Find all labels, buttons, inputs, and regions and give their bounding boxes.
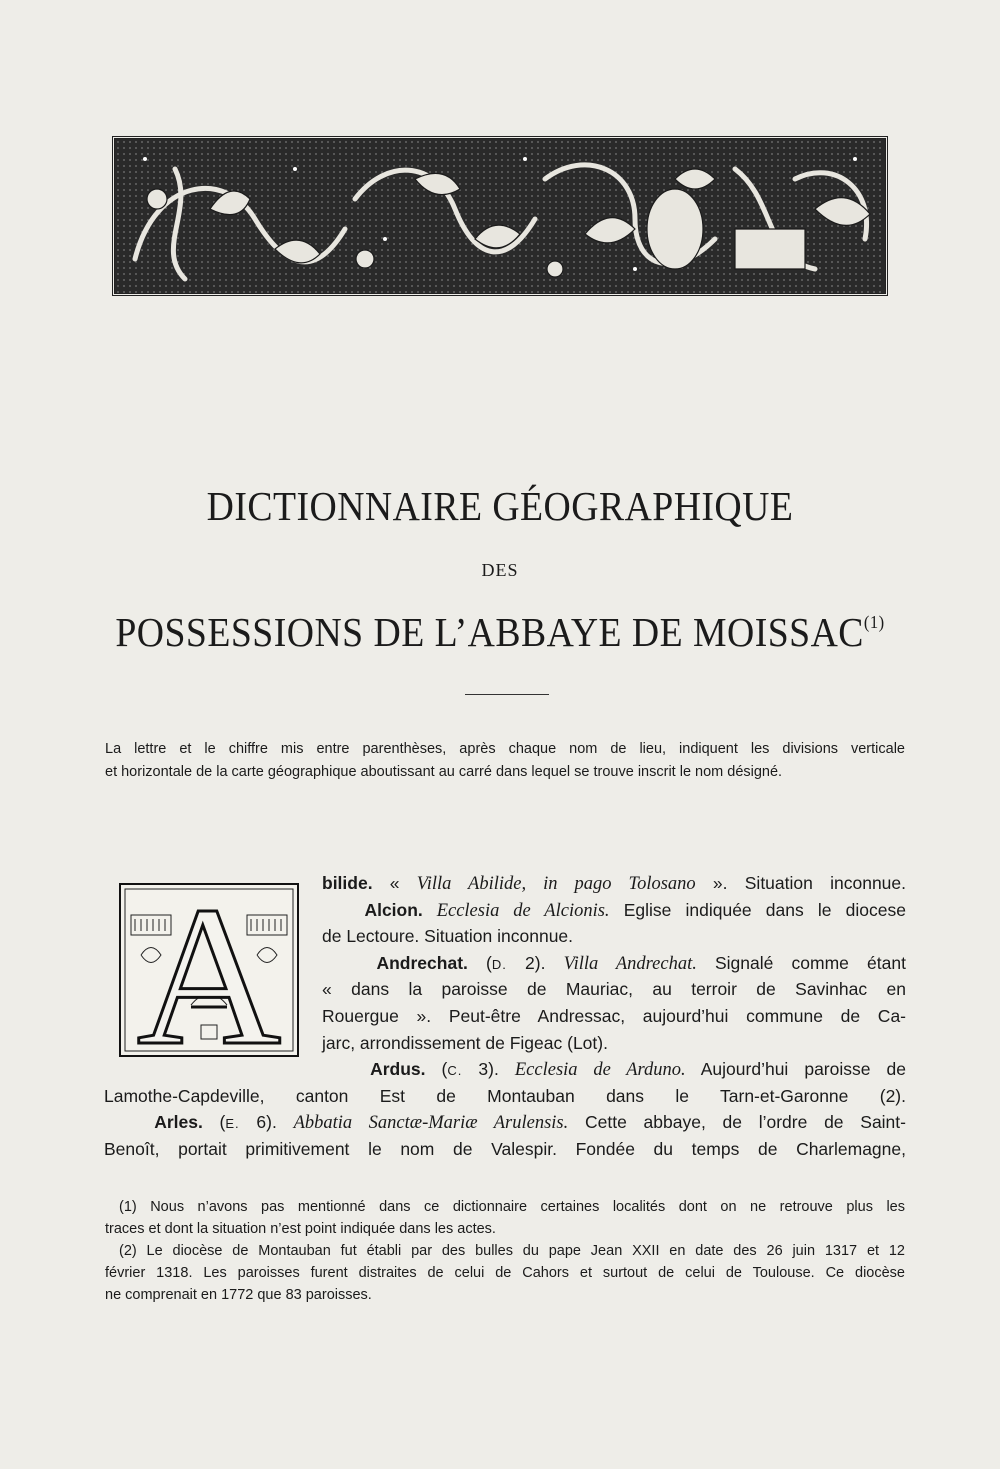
dictionary-entries — [104, 870, 906, 1163]
page-title: DICTIONNAIRE GÉOGRAPHIQUE — [206, 483, 794, 529]
entry-headword: Andrechat. — [376, 952, 468, 973]
dropcap-letter: A — [136, 885, 282, 1055]
entry-headword: Alcion. — [364, 899, 423, 920]
entry-text: 2). — [506, 952, 564, 973]
entry-line — [104, 1109, 906, 1136]
entry-line: Lamothe-Capdeville, canton Est de Montauban dans le Tarn-et-Garonne (2). — [104, 1085, 906, 1106]
entry-text: ( — [425, 1059, 448, 1080]
footnotes — [105, 1196, 905, 1306]
entry-text: ( — [202, 1112, 226, 1133]
footnote-2-line: (2) Le diocèse de Montauban fut établi par des bulles du pape Jean XXII en date des 26 juin 1317 et 12 — [119, 1243, 905, 1259]
intro-line: La lettre et le chiffre mis entre parenthèses, après chaque nom de lieu, indiquent les divisions verticale — [105, 741, 905, 757]
entry-line: Rouergue ». Peut-être Andressac, aujourd’hui commune de Ca- — [322, 1005, 906, 1026]
entry-line — [322, 950, 906, 977]
page-subtitle — [40, 608, 960, 656]
footnote-2-line: février 1318. Les paroisses furent distraites de celui de Cahors et surtout de celui de Toulouse. Ce diocèse — [105, 1265, 905, 1281]
title-connector: DES — [481, 560, 519, 580]
intro-line: et horizontale de la carte géographique aboutissant au carré dans lequel se trouve inscrit le nom désigné. — [105, 764, 783, 780]
footnote-2-line: ne comprenait en 1772 que 83 paroisses. — [105, 1287, 372, 1303]
entry-line: jarc, arrondissement de Figeac (Lot). — [322, 1032, 608, 1053]
entry-text: ( — [467, 952, 492, 973]
entry-line: « dans la paroisse de Mauriac, au terroir de Savinhac en — [322, 979, 906, 1000]
entry-text: Aujourd’hui paroisse de — [685, 1059, 906, 1080]
entry-text: Eglise indiquée dans le diocese — [609, 899, 906, 920]
entry-text: Cette abbaye, de l’ordre de Saint- — [568, 1112, 906, 1133]
footnote-1-line: (1) Nous n’avons pas mentionné dans ce dictionnaire certaines localités dont on ne retrouve plus les — [119, 1199, 905, 1215]
intro-paragraph — [105, 738, 905, 784]
entry-line — [322, 1056, 906, 1083]
ornamental-headpiece — [112, 136, 888, 296]
entry-text: « — [372, 873, 417, 893]
map-column: C. — [447, 1063, 463, 1079]
subtitle-text: POSSESSIONS DE L’ABBAYE DE MOISSAC — [115, 609, 864, 655]
entry-line — [322, 923, 906, 950]
footnote-1-line: traces et dont la situation n’est point indiquée dans les actes. — [105, 1221, 496, 1237]
entry-latin: Villa Andrechat. — [563, 953, 697, 974]
entry-text: ». Situation inconnue. — [695, 873, 906, 893]
footnote-ref-1: (1) — [863, 612, 885, 632]
entry-headword: Arles. — [154, 1112, 203, 1133]
entry-line — [322, 897, 906, 924]
entry-latin: Villa Abilide, in pago Tolosano — [416, 874, 696, 894]
map-column: E. — [225, 1116, 240, 1132]
entry-headword: Ardus. — [370, 1059, 426, 1080]
map-column: D. — [491, 956, 507, 972]
entry-headword: bilide. — [322, 873, 373, 893]
ornament-scroll-illustration — [115, 139, 885, 293]
title-divider — [465, 694, 549, 695]
entry-line — [322, 870, 906, 897]
entry-latin: Ecclesia de Alcionis. — [422, 900, 610, 921]
entry-latin: Abbatia Sanctæ-Mariæ Arulensis. — [293, 1113, 569, 1134]
entry-text: Signalé comme étant — [696, 952, 906, 973]
entry-text: 3). — [462, 1059, 515, 1080]
entry-text: 6). — [239, 1112, 294, 1133]
entry-latin: Ecclesia de Arduno. — [514, 1060, 686, 1081]
entry-text: de Lectoure. Situation inconnue. — [322, 926, 574, 947]
entry-line: Benoît, portait primitivement le nom de Valespir. Fondée du temps de Charlemagne, — [104, 1138, 906, 1159]
